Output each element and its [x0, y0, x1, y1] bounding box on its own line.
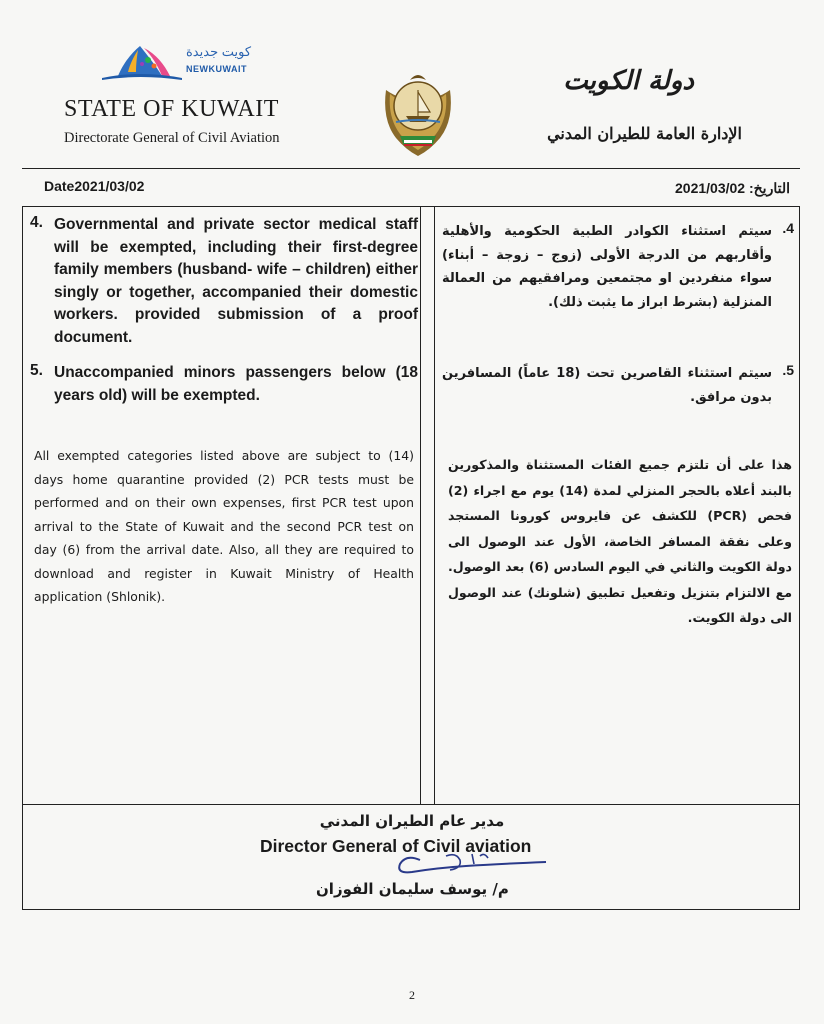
item-text: Unaccompanied minors passengers below (18 years old) will be exempted. [54, 364, 418, 404]
signatory-title-en: Director General of Civil aviation [260, 836, 532, 856]
english-item-5 [30, 362, 418, 407]
directorate-title-ar: الإدارة العامة للطيران المدني [547, 124, 742, 143]
item-number: 5. [30, 362, 43, 379]
date-arabic: التاريخ: 2021/03/02 [675, 180, 790, 196]
sailboat-logo-icon [100, 44, 184, 84]
signatory-name-ar: م/ يوسف سليمان الفوزان [316, 880, 509, 898]
arabic-item-4 [442, 220, 794, 314]
arabic-item-5 [442, 362, 794, 409]
arabic-quarantine-note: هذا على أن تلتزم جميع الفئات المستثناة والمذكورين بالبند أعلاه بالحجر المنزلي لمدة (14) يوم مع اجراء (2) فحص (PCR) للكشف عن فايروس كورونا المستجد وعلى نفقة المسافر الخاصة، الأول عند الوصول الى دولة الكويت والثاني في اليوم السادس (6) بعد الوصول. مع الالتزام بتنزيل وتفعيل تطبيق (شلونك) عند الوصول الى دولة الكويت. [448, 457, 792, 625]
kuwait-emblem-icon [376, 60, 460, 160]
column-divider-left [420, 206, 421, 804]
item-text: سيتم استثناء القاصرين تحت (18 عاماً) المسافرين بدون مرافق. [442, 366, 773, 405]
item-text: سيتم استثناء الكوادر الطبية الحكومية والأهلية وأقاربهم من الدرجة الأولى (زوج – زوجة – أبناء) سواء منفردين او مجتمعين ومرافقيهم من العمالة المنزلية (بشرط ابراز ما يثبت ذلك). [442, 224, 772, 310]
signature-row-divider [22, 804, 800, 805]
english-item-4 [30, 214, 418, 349]
item-number: 4. [30, 214, 43, 231]
signatory-title-ar: مدير عام الطيران المدني [319, 812, 505, 830]
item-text: Governmental and private sector medical staff will be exempted, including their first-degree family members (husband- wife – children) either singly or together, accompanied their domestic workers. provided submission of a proof document. [54, 216, 418, 346]
column-divider-right [434, 206, 435, 804]
page-number: 2 [409, 988, 415, 1002]
state-title-ar: دولة الكويت [563, 66, 694, 96]
newkuwait-logo [100, 44, 260, 86]
english-quarantine-note: All exempted categories listed above are subject to (14) days home quarantine provided (2) PCR tests must be performed and on their own expenses, first PCR test upon arrival to the State of Kuwait and the second PCR test on day (6) from the arrival date. Also, all they are required to download and register in Kuwait Ministry of Health application (Shlonik). [34, 448, 414, 604]
header-divider [22, 168, 800, 169]
directorate-title-en: Directorate General of Civil Aviation [64, 130, 280, 146]
logo-english-text: NEWKUWAIT [186, 64, 247, 74]
date-english: Date2021/03/02 [44, 178, 145, 194]
item-number: .4 [782, 220, 794, 236]
state-title-en: STATE OF KUWAIT [64, 96, 279, 122]
item-number: .5 [782, 362, 794, 378]
logo-arabic-text: كويت جديدة [186, 44, 252, 59]
